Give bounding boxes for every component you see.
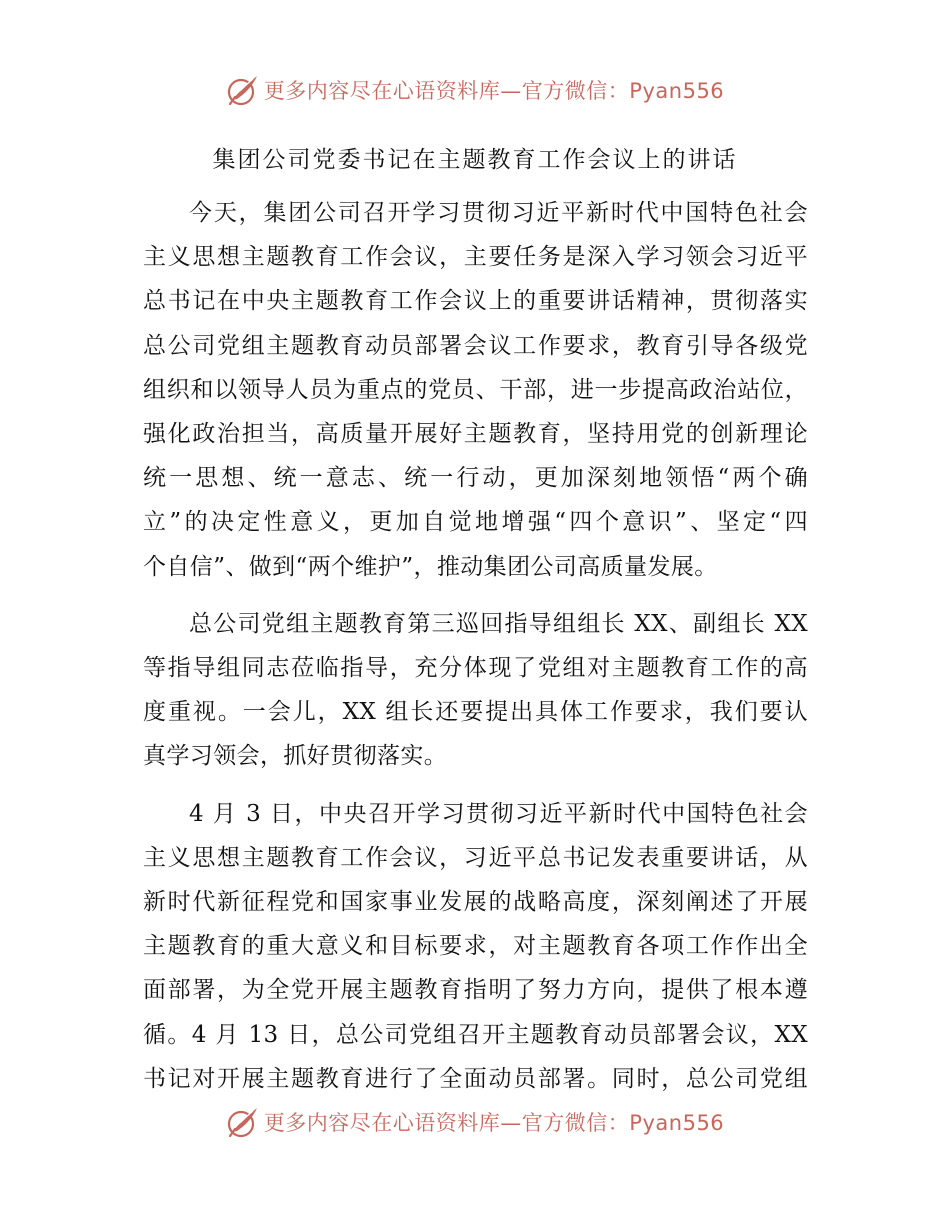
header-banner	[0, 70, 950, 110]
text-line: 立”的决定性意义，更加自觉地增强“四个意识”、坚定“四	[143, 509, 808, 536]
quill-pen-logo-icon	[226, 1105, 260, 1139]
text-line: 今天，集团公司召开学习贯彻习近平新时代中国特色社会	[189, 200, 808, 226]
text-line: 统一思想、统一意志、统一行动，更加深刻地领悟“两个确	[143, 465, 808, 492]
text-line: 强化政治担当，高质量开展好主题教育，坚持用党的创新理论	[143, 421, 808, 448]
text-line: 等指导组同志莅临指导，充分体现了党组对主题教育工作的高	[143, 655, 808, 682]
paragraph	[143, 191, 808, 589]
text-line: 主题教育的重大意义和目标要求，对主题教育各项工作作出全	[143, 933, 808, 960]
banner-text: 更多内容尽在心语资料库—官方微信：Pyan556	[263, 79, 725, 103]
text-line: 4 月 3 日，中央召开学习贯彻习近平新时代中国特色社会	[189, 800, 808, 827]
text-line: 总公司党组主题教育第三巡回指导组组长 XX、副组长 XX	[189, 610, 808, 637]
quill-pen-logo-icon	[226, 73, 260, 107]
footer-banner	[0, 1102, 950, 1142]
text-line: 度重视。一会儿，XX 组长还要提出具体工作要求，我们要认	[143, 699, 808, 726]
text-line: 总书记在中央主题教育工作会议上的重要讲话精神，贯彻落实	[143, 288, 808, 315]
document-body	[143, 191, 808, 1114]
text-line: 书记对开展主题教育进行了全面动员部署。同时，总公司党组	[143, 1065, 808, 1092]
text-line: 主义思想主题教育工作会议，习近平总书记发表重要讲话，从	[143, 844, 808, 871]
text-line: 总公司党组主题教育动员部署会议工作要求，教育引导各级党	[143, 332, 808, 359]
paragraph	[143, 792, 808, 1101]
text-line: 主义思想主题教育工作会议，主要任务是深入学习领会习近平	[143, 244, 808, 271]
text-line: 循。4 月 13 日，总公司党组召开主题教育动员部署会议，XX	[143, 1021, 808, 1048]
text-line: 个自信”、做到“两个维护”，推动集团公司高质量发展。	[143, 553, 718, 580]
text-line: 新时代新征程党和国家事业发展的战略高度，深刻阐述了开展	[143, 889, 808, 916]
document-title: 集团公司党委书记在主题教育工作会议上的讲话	[212, 147, 738, 173]
text-line: 面部署，为全党开展主题教育指明了努力方向，提供了根本遵	[143, 977, 808, 1004]
paragraph	[143, 602, 808, 779]
banner-text: 更多内容尽在心语资料库—官方微信：Pyan556	[263, 1111, 725, 1135]
text-line: 真学习领会，抓好贯彻落实。	[143, 743, 448, 770]
text-line: 组织和以领导人员为重点的党员、干部，进一步提高政治站位，	[143, 376, 808, 403]
